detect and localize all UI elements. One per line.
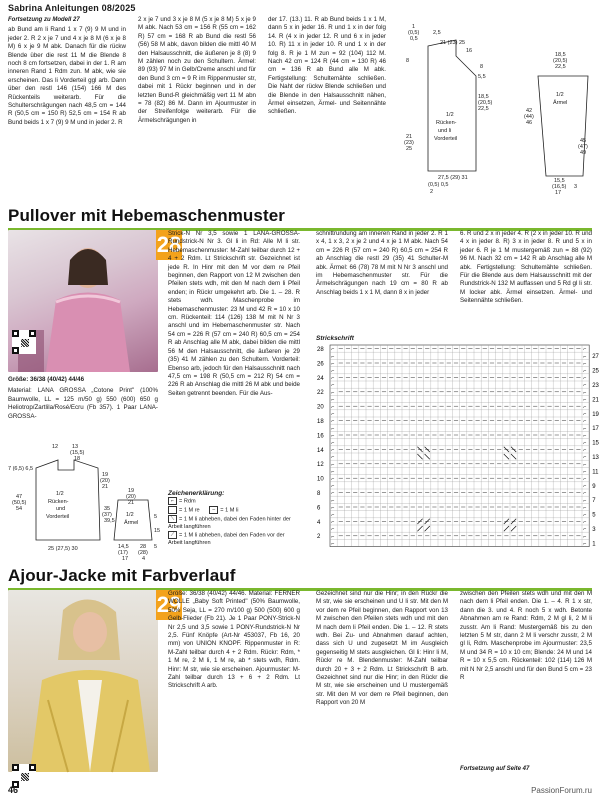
jacke-title: Ajour-Jacke mit Farbverlauf (8, 566, 236, 585)
row-number-right: 9 (592, 483, 596, 490)
edge-stitch-mark: ⌐ (331, 433, 335, 440)
row-number-left: 2 (317, 534, 321, 541)
sleeve-outline (538, 76, 588, 176)
jacke-col4: zwischen den Pfeilen stets wdh und mit den M nach dem li Pfeil enden. Die 1. – 4. R 1 x str, dann die 3. und 4. R noch 5 x wdh. Betonte Abnahmen am re Rand: Rdm, 2 M gl li, 2 M li zusstr. Am li Rand: Mustergemäß bis zu den letzten 5 M str, dann 2 M li verschr zusstr, 2 M gl li, Rdm. Maschenprobe im Ajourmuster: 23,5 M und 34 R = 10 x 10 cm; Blende: 24 M und 14 R = 10 x 5,5 cm. Rückenteil: 102 (114) 126 M mit N Nr 2,5 anschl und für den Bund 5 cm = 23 R (460, 590, 592, 682)
edge-stitch-mark: ⌐ (583, 497, 587, 504)
slip-back-icon: ⟍ (168, 515, 177, 523)
edge-stitch-mark: ⌐ (331, 418, 335, 425)
jacke-model-illustration (8, 590, 158, 772)
row-number-left: 14 (317, 447, 324, 454)
schem-label: Ärmel (553, 100, 568, 106)
row-number-left: 16 (317, 433, 324, 440)
row-number-right: 13 (592, 455, 599, 461)
edge-stitch-mark: ⌐ (331, 476, 335, 483)
schem-label: 3 (574, 184, 578, 190)
chart-title: Strickschrift (316, 335, 354, 342)
svg-text:28: 28 (140, 544, 147, 550)
schem-label: 49 (580, 150, 587, 156)
jacke-col3: Gezeichnet sind nur die Hinr; in den Rückr die M str, wie sie erscheinen und U li str. Mit den M vor dem re Pfeil beginnen, den Rapport von 13 M zwischen den Pfeilen stets wdh und mit den M nach dem li Pfeil enden. Die 1. – 12. R stets wdh. Bei Zu- und Abnahmen darauf achten, dass sich U und zugesetzt M im Ausgleich gegenseitig M stets ausgleichen. Gl li: Hinr li M, Rückr re M. Blendenmuster: M-Zahl teilbar durch 20 + 3 + 2 Rdm. Lt Strickschrift B arb. Gezeichnet sind nur die Hinr; in den Rückr die M str, wie sie erscheinen und U mustergemäß str. Mit den M vor dem re Pfeil beginnen, den Rapport von 20 M (316, 590, 448, 707)
svg-text:47: 47 (16, 494, 23, 500)
edge-stitch-mark: ⌐ (331, 425, 335, 432)
continuation-label: Fortsetzung zu Modell 27 (8, 17, 80, 23)
schem-label: 1 (412, 24, 416, 30)
schem-label: 22,5 (478, 106, 489, 112)
svg-text:1/2: 1/2 (56, 491, 64, 497)
legend-row: ⌐ = Rdm (168, 497, 300, 506)
pullover-title: Pullover mit Hebemaschenmuster (8, 206, 285, 225)
edge-stitch-mark: ⌐ (583, 353, 587, 360)
page-number: 46 (8, 785, 19, 795)
edge-stitch-mark: ⌐ (583, 375, 587, 382)
top-col3-text: der 17. (13.) 11. R ab Bund beids 1 x 1 M, dann 5 x in jeder 16. R und 1 x in der folg 14. R (4 x in jeder 12. R und 6 x in jeder 10. R) 11 x in jeder 10. R und 1 x in der folg 8. R je 1 M zun = 92 (104) 112 M. Nach 42 cm = 124 R (44 cm = 130 R) 46 cm = 136 R ab Bund alle M abk. Fertigstellung: Schultemähte schließen. Die Naht der rückw Blende schließen und die Blende in den Halsausschnitt nähen, Ärmel einsetzen, Ärmel- und Seitennähte schließen. (268, 16, 386, 116)
legend-title: Zeichenerklärung: (168, 490, 225, 497)
edge-stitch-mark: ⌐ (331, 490, 335, 497)
edge-stitch-mark: ⌐ (331, 497, 335, 504)
schem-label: 5,5 (478, 74, 486, 80)
top-col1-text: ab Bund am li Rand 1 x 7 (9) 9 M und in jeder 2. R 2 x je 7 und 4 x je 8 M (6 x je 8 M) 6 x je 9 M abk. Danach für die rückw Blende über die rest 11 M die Blende 8 noch 8 cm fortsetzen, dabei in der 1. R am inneren Rand 1 Rdm zun. M abk, wie sie erscheinen. Das li Vorderteil ggl arb. Dann über den restl 146 (154) 166 M des Rückenteils weiterarb. Für die Schulterschrägungen nach 48,5 cm = 144 R (50,5 cm = 150 R) 52,5 cm = 154 R ab Bund beids 1 x 7 (9) 9 M und in jeder 2. R (8, 26, 126, 126)
svg-text:7 (6,5) 6,5: 7 (6,5) 6,5 (8, 466, 34, 472)
qr-code-icon[interactable] (12, 330, 36, 354)
edge-stitch-mark: ⌐ (583, 519, 587, 526)
edge-stitch-mark: ⌐ (583, 411, 587, 418)
row-number-left: 4 (317, 519, 321, 526)
svg-text:4: 4 (142, 556, 146, 562)
edge-stitch-mark: ⌐ (331, 389, 335, 396)
edge-stitch-mark: ⌐ (331, 447, 335, 454)
legend-row: ⟍ = 1 M li abheben, dabei den Faden hinter der Arbeit langführen (168, 515, 291, 530)
edge-stitch-mark: ⌐ (583, 361, 587, 368)
row-number-right: 5 (592, 512, 596, 519)
legend (168, 490, 300, 548)
svg-text:(20): (20) (126, 494, 136, 500)
top-schematic (398, 16, 594, 196)
edge-stitch-mark: ⌐ (583, 490, 587, 497)
svg-text:(15,5): (15,5) (70, 450, 85, 456)
schem-label: 46 (526, 120, 533, 126)
svg-text:Ärmel: Ärmel (124, 520, 139, 526)
row-number-right: 27 (592, 354, 599, 361)
edge-stitch-mark: ⌐ (331, 469, 335, 476)
pullover-material: Material: LANA GROSSA „Cotone Print" (100% Baumwolle, LL = 125 m/50 g) 550 (600) 650 g Heliotrop/Zartlila/Rosé/Ecru (Fb 357). 1 Paar LANA-GROSSA- (8, 387, 158, 420)
svg-text:(37): (37) (102, 512, 112, 518)
pullover-col1 (8, 376, 158, 424)
schem-label: (23) (404, 140, 414, 146)
schem-label: 1/2 (556, 92, 564, 98)
edge-stitch-mark: ⌐ (583, 505, 587, 512)
schem-label: 2,5 (433, 30, 441, 36)
row-number-left: 28 (317, 347, 324, 353)
model-number-29: 29 (156, 590, 182, 620)
schem-label: 0,5 (410, 36, 418, 42)
edge-stitch-mark: ⌐ (583, 404, 587, 411)
row-number-right: 25 (592, 368, 599, 375)
edge-stitch-mark: ⌐ (583, 346, 587, 353)
row-number-left: 6 (317, 505, 321, 512)
svg-text:18: 18 (74, 456, 81, 462)
edge-stitch-mark: ⌐ (331, 411, 335, 418)
schem-label: 8 (406, 58, 410, 64)
svg-text:(20): (20) (100, 478, 110, 484)
svg-text:19: 19 (128, 488, 135, 494)
edge-stitch-mark: ⌐ (331, 440, 335, 447)
schem-label: (20,5) (553, 58, 568, 64)
stitch-chart (316, 343, 599, 565)
edge-stitch-mark: ⌐ (331, 368, 335, 375)
edge-stitch-mark: ⌐ (331, 404, 335, 411)
edge-stitch-icon: ⌐ (168, 497, 177, 505)
svg-text:14,5: 14,5 (118, 544, 129, 550)
schem-label: 1/2 (446, 112, 454, 118)
svg-text:25 (27,5) 30: 25 (27,5) 30 (48, 546, 78, 552)
edge-stitch-mark: ⌐ (331, 541, 335, 548)
svg-text:und: und (56, 506, 66, 512)
svg-text:15: 15 (154, 528, 161, 534)
edge-stitch-mark: ⌐ (331, 375, 335, 382)
schem-label: 45 (580, 138, 587, 144)
schem-label: (44) (524, 114, 534, 120)
pullover-col3: schnittrundung am inneren Rand in jeder 2. R 1 x 4, 1 x 3, 2 x je 2 und 4 x je 1 M abk. Nach 54 cm = 226 R (57 cm = 240 R) 60,5 cm = 254 R ab Anschlag die restl 29 (35) 41 Schulter-M abk. Ärmel: 66 (78) 78 M mit N Nr 3 anschl und im Hebemaschenmuster str. Für die Ärmelschrägungen nach 19 cm = 80 R ab Anschlag beids 1 x 1 M, dann 8 x in jeder (316, 230, 448, 296)
row-number-right: 1 (592, 541, 596, 548)
svg-text:13: 13 (72, 444, 79, 450)
schem-label: 15,5 (554, 178, 565, 184)
svg-text:19: 19 (102, 472, 109, 478)
schem-label: 21 (23) 25 (440, 40, 466, 46)
edge-stitch-mark: ⌐ (583, 526, 587, 533)
knit-stitch-icon (168, 506, 177, 514)
purl-stitch-icon: – (209, 506, 218, 514)
edge-stitch-mark: ⌐ (583, 397, 587, 404)
svg-text:21: 21 (128, 500, 135, 506)
svg-text:5: 5 (154, 514, 158, 520)
schem-label: Rücken- (436, 120, 457, 126)
schem-label: (0,5) 0,5 (428, 182, 449, 188)
svg-text:21: 21 (102, 484, 109, 490)
row-number-left: 18 (317, 419, 324, 425)
row-number-right: 17 (592, 426, 599, 433)
svg-text:Rücken-: Rücken- (48, 499, 69, 505)
jacke-col2: Größe: 36/38 (40/42) 44/46. Material: FERNER WOLLE „Baby Soft Printed" (50% Baumwolle, 50% Seja, LL = 270 m/100 g) 500 (500) 600 g Gelb-Flieder (Fb 21). Je 1 Paar PONY-Strick-N Nr 2,5 und 3,5 sowie 1 PONY-Rundstrick-N Nr 2,5. Fünf Knöpfe (Art-Nr 453037, Fb 16, 20 mm) von UNION KNOPF. Rippenmuster in R: M-Zahl teilbar durch 4 + 2 Rdm. Rückr: Rdm, * 1 M re, 2 M li, 1 M re, ab * stets wdh, Rdm. Hinr: M str, wie sie erscheinen. Ajourmuster: M-Zahl teilbar durch 13 + 6 + 2 Rdm. Lt Strickschrift A arb. (168, 590, 300, 690)
svg-text:(28): (28) (138, 550, 148, 556)
schem-label: 17 (555, 190, 562, 196)
row-number-left: 20 (317, 404, 324, 411)
row-number-right: 11 (592, 469, 599, 476)
schem-label: und li (438, 128, 452, 134)
row-number-left: 26 (317, 361, 324, 368)
svg-text:17: 17 (122, 556, 129, 562)
schem-label: 16 (466, 48, 473, 54)
edge-stitch-mark: ⌐ (331, 454, 335, 461)
edge-stitch-mark: ⌐ (331, 519, 335, 526)
schem-label: Vorderteil (434, 136, 458, 142)
svg-text:1/2: 1/2 (126, 512, 134, 518)
edge-stitch-mark: ⌐ (583, 461, 587, 468)
edge-stitch-mark: ⌐ (331, 526, 335, 533)
row-number-left: 10 (317, 476, 324, 483)
row-number-left: 8 (317, 491, 321, 497)
row-number-right: 3 (592, 527, 596, 533)
edge-stitch-mark: ⌐ (331, 505, 335, 512)
svg-text:5: 5 (154, 544, 158, 550)
edge-stitch-mark: ⌐ (331, 461, 335, 468)
edge-stitch-mark: ⌐ (583, 418, 587, 425)
edge-stitch-mark: ⌐ (583, 433, 587, 440)
edge-stitch-mark: ⌐ (331, 382, 335, 389)
pullover-col2: Strick-N Nr 3,5 sowie 1 LANA-GROSSA-Rundstrick-N Nr 3. Gl li in Rd: Alle M li str. Hebemaschenmuster: M-Zahl teilbar durch 12 + 4 + 2 Rdm. Lt Strickschrift str. Gezeichnet ist jede R. In Hinr mit den M vor dem re Pfeil beginnen, den Rapport von 12 M zwischen den Pfeilen stets wdh, mit den M nach dem li Pfeil enden; in Rückr umgekehrt arb. Die 1. – 28. R stets wdh. Maschenprobe im Hebemaschenmuster: 23 M und 42 R = 10 x 10 cm. Rückenteil: 114 (126) 138 M mit N Nr 3 anschl und im Hebemaschenmuster str. Nach 54 cm = 226 R (57 cm = 240 R) 60,5 cm = 254 R ab Anschlag alle M abk, dabei bilden die mittl 56 M den Halsausschnitt, die äußeren je 29 (35) 41 M zählen zu den Schultern. Vorderteil: Ebenso arb, jedoch für den Halsausschnitt nach 47,5 cm = 198 R (50,5 cm = 212 R) 54 cm = 226 R ab Anschlag die mittl 26 M abk und beide Seiten getrennt beenden. Für die Aus- (168, 230, 300, 397)
row-number-right: 15 (592, 440, 599, 447)
row-number-right: 19 (592, 411, 599, 418)
continue-note: Fortsetzung auf Seite 47 (460, 766, 530, 772)
schem-label: 21 (406, 134, 413, 140)
model-number-28: 28 (156, 230, 182, 260)
row-number-right: 23 (592, 383, 599, 389)
row-number-right: 21 (592, 397, 599, 404)
schem-label: 27,5 (29) 31 (438, 175, 468, 181)
schem-label: 8 (480, 64, 484, 70)
edge-stitch-mark: ⌐ (331, 512, 335, 519)
schem-label: 22,5 (555, 64, 566, 70)
top-col2-text: 2 x je 7 und 3 x je 8 M (5 x je 8 M) 5 x je 9 M abk. Nach 53 cm = 156 R (55 cm = 162 R) 57 cm = 168 R ab Bund die restl 56 (56) 58 M abk, davon bilden die mittl 40 M den Halsausschnitt, die äußeren je 8 (8) 9 M zählen noch zu den Schultern. Ärmel: 89 (93) 97 M in Gelb/Creme anschl und für den Bund 3 cm = 9 R im Rippenmuster str, dabei mit 1 Rückr beginnen und in der letzten Bund-R gleichmäßig vert 11 M abn = 78 (82) 86 M. Dann im Ajourmuster in der Streifenfolge weiterarb. Für die Ärmelschrägungen in (138, 16, 256, 124)
edge-stitch-mark: ⌐ (331, 361, 335, 368)
schem-label: (16,5) (552, 184, 567, 190)
svg-text:35: 35 (104, 506, 111, 512)
edge-stitch-mark: ⌐ (583, 469, 587, 476)
edge-stitch-mark: ⌐ (583, 425, 587, 432)
row-number-right: 7 (592, 498, 596, 505)
schem-label: 18,5 (478, 94, 489, 100)
row-number-left: 22 (317, 390, 324, 397)
legend-row: ⟋ = 1 M li abheben, dabei den Faden vor der Arbeit langführen (168, 532, 285, 547)
schem-label: (0,5) (408, 30, 420, 36)
edge-stitch-mark: ⌐ (583, 447, 587, 454)
edge-stitch-mark: ⌐ (331, 353, 335, 360)
svg-text:12: 12 (52, 444, 59, 450)
edge-stitch-mark: ⌐ (331, 397, 335, 404)
edge-stitch-mark: ⌐ (583, 483, 587, 490)
schem-label: (20,5) (478, 100, 493, 106)
body-outline (428, 40, 476, 171)
edge-stitch-mark: ⌐ (583, 533, 587, 540)
watermark: PassionForum.ru (531, 786, 592, 795)
row-number-left: 24 (317, 375, 324, 382)
edge-stitch-mark: ⌐ (331, 533, 335, 540)
top-column-1 (8, 16, 126, 127)
svg-text:Vorderteil: Vorderteil (46, 514, 70, 520)
row-number-left: 12 (317, 462, 324, 469)
svg-text:54: 54 (16, 506, 23, 512)
legend-row: = 1 M re – = 1 M li (168, 506, 300, 515)
edge-stitch-mark: ⌐ (583, 382, 587, 389)
svg-text:(17): (17) (118, 550, 128, 556)
edge-stitch-mark: ⌐ (583, 368, 587, 375)
slip-front-icon: ⟋ (168, 531, 177, 539)
schem-label: 18,5 (555, 52, 566, 58)
schem-label: 2 (430, 189, 434, 195)
edge-stitch-mark: ⌐ (583, 454, 587, 461)
edge-stitch-mark: ⌐ (331, 346, 335, 353)
edge-stitch-mark: ⌐ (583, 541, 587, 548)
pullover-col4: 6. R und 2 x in jeder 4. R (2 x in jeder 10. R und 4 x in jeder 8. R) 3 x in jeder 8. R und 5 x in jeder 6. R je 1 M mustergemäß zun = 88 (92) 96 M. Nach 32 cm = 142 R ab Anschlag alle M abk. Fertigstellung: Schultemähte schließen. Für die Blende aus dem Halsausschnitt mit der Rundstrick-N 132 M auffassen und 5 Rd gl li str. M locker abk. Ärmel einsetzen. Ärmel- und Seitennähte schließen. (460, 230, 592, 305)
edge-stitch-mark: ⌐ (331, 483, 335, 490)
edge-stitch-mark: ⌐ (583, 440, 587, 447)
edge-stitch-mark: ⌐ (583, 389, 587, 396)
schem-label: (47) (578, 144, 588, 150)
magazine-header: Sabrina Anleitungen 08/2025 (8, 3, 136, 13)
pullover-size: Größe: 36/38 (40/42) 44/46 (8, 376, 85, 383)
schem-label: 42 (526, 108, 533, 114)
svg-text:39,5: 39,5 (104, 518, 115, 524)
edge-stitch-mark: ⌐ (583, 476, 587, 483)
edge-stitch-mark: ⌐ (583, 512, 587, 519)
schem-label: 25 (406, 146, 413, 152)
pullover-schematic (8, 440, 164, 560)
jacke-photo (8, 590, 158, 772)
svg-text:(50,5): (50,5) (12, 500, 27, 506)
